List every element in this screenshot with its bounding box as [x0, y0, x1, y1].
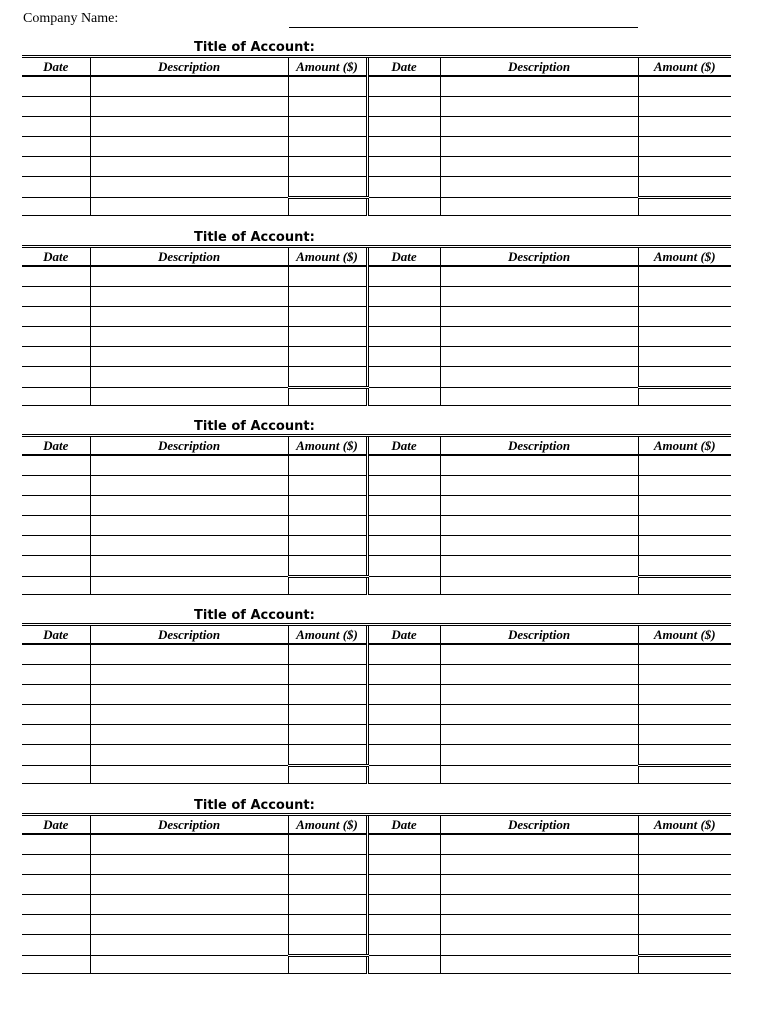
date-header: Date [367, 625, 440, 645]
description-cell[interactable] [440, 177, 638, 198]
table-row [22, 287, 731, 307]
table-row [22, 577, 731, 595]
amount-cell[interactable] [638, 76, 731, 97]
date-cell[interactable] [367, 266, 440, 287]
table-row [22, 76, 731, 97]
date-cell[interactable] [367, 307, 440, 327]
amount-cell[interactable] [638, 198, 731, 216]
amount-cell[interactable] [288, 935, 367, 956]
date-cell[interactable] [22, 388, 90, 406]
table-row [22, 327, 731, 347]
description-cell[interactable] [90, 556, 288, 577]
date-cell[interactable] [22, 915, 90, 935]
table-row [22, 536, 731, 556]
date-cell[interactable] [367, 536, 440, 556]
description-cell[interactable] [440, 367, 638, 388]
table-row [22, 766, 731, 784]
description-header: Description [440, 436, 638, 456]
description-cell[interactable] [90, 76, 288, 97]
table-row [22, 266, 731, 287]
table-row [22, 388, 731, 406]
table-row [22, 895, 731, 915]
amount-cell[interactable] [638, 177, 731, 198]
table-row [22, 455, 731, 476]
amount-cell[interactable] [288, 556, 367, 577]
description-cell[interactable] [90, 516, 288, 536]
description-cell[interactable] [440, 198, 638, 216]
amount-cell[interactable] [288, 76, 367, 97]
date-cell[interactable] [22, 766, 90, 784]
description-cell[interactable] [440, 388, 638, 406]
amount-cell[interactable] [638, 327, 731, 347]
table-row [22, 117, 731, 137]
amount-header: Amount ($) [638, 625, 731, 645]
description-header: Description [90, 436, 288, 456]
date-cell[interactable] [22, 725, 90, 745]
amount-cell[interactable] [288, 875, 367, 895]
date-cell[interactable] [367, 347, 440, 367]
date-cell[interactable] [367, 725, 440, 745]
amount-cell[interactable] [638, 307, 731, 327]
amount-header: Amount ($) [288, 57, 367, 77]
amount-header: Amount ($) [288, 815, 367, 835]
date-cell[interactable] [22, 137, 90, 157]
description-cell[interactable] [440, 476, 638, 496]
description-cell[interactable] [440, 287, 638, 307]
amount-header: Amount ($) [288, 247, 367, 267]
amount-cell[interactable] [638, 745, 731, 766]
date-cell[interactable] [367, 895, 440, 915]
amount-cell[interactable] [288, 455, 367, 476]
description-header: Description [90, 815, 288, 835]
description-cell[interactable] [90, 685, 288, 705]
amount-header: Amount ($) [288, 625, 367, 645]
date-cell[interactable] [22, 577, 90, 595]
description-cell[interactable] [440, 516, 638, 536]
amount-cell[interactable] [638, 117, 731, 137]
amount-cell[interactable] [288, 855, 367, 875]
date-cell[interactable] [22, 644, 90, 665]
description-cell[interactable] [90, 895, 288, 915]
amount-cell[interactable] [638, 915, 731, 935]
amount-cell[interactable] [288, 388, 367, 406]
description-cell[interactable] [90, 956, 288, 974]
description-cell[interactable] [440, 915, 638, 935]
date-cell[interactable] [367, 287, 440, 307]
amount-cell[interactable] [288, 97, 367, 117]
date-cell[interactable] [22, 327, 90, 347]
description-cell[interactable] [440, 76, 638, 97]
ledger-table [22, 55, 731, 216]
amount-cell[interactable] [638, 875, 731, 895]
table-row [22, 834, 731, 855]
description-header: Description [440, 247, 638, 267]
table-row [22, 307, 731, 327]
description-cell[interactable] [90, 875, 288, 895]
date-header: Date [22, 436, 90, 456]
date-cell[interactable] [22, 198, 90, 216]
amount-cell[interactable] [288, 956, 367, 974]
table-row [22, 198, 731, 216]
date-cell[interactable] [22, 476, 90, 496]
description-header: Description [440, 815, 638, 835]
table-row [22, 177, 731, 198]
description-cell[interactable] [90, 725, 288, 745]
amount-header: Amount ($) [288, 436, 367, 456]
date-cell[interactable] [367, 137, 440, 157]
date-header: Date [367, 436, 440, 456]
date-cell[interactable] [367, 76, 440, 97]
date-cell[interactable] [22, 307, 90, 327]
description-cell[interactable] [90, 367, 288, 388]
date-cell[interactable] [367, 834, 440, 855]
amount-cell[interactable] [638, 516, 731, 536]
date-cell[interactable] [367, 97, 440, 117]
description-cell[interactable] [440, 137, 638, 157]
date-cell[interactable] [22, 266, 90, 287]
amount-cell[interactable] [288, 644, 367, 665]
table-row [22, 97, 731, 117]
amount-cell[interactable] [288, 347, 367, 367]
date-cell[interactable] [367, 745, 440, 766]
date-cell[interactable] [367, 685, 440, 705]
amount-cell[interactable] [638, 388, 731, 406]
description-cell[interactable] [440, 705, 638, 725]
table-row [22, 956, 731, 974]
amount-cell[interactable] [288, 577, 367, 595]
amount-cell[interactable] [638, 834, 731, 855]
amount-cell[interactable] [288, 685, 367, 705]
description-cell[interactable] [440, 496, 638, 516]
ledger-title: Title of Account: [194, 608, 315, 623]
company-name-field[interactable] [289, 27, 638, 28]
date-cell[interactable] [22, 97, 90, 117]
description-cell[interactable] [440, 834, 638, 855]
description-cell[interactable] [440, 895, 638, 915]
amount-cell[interactable] [638, 476, 731, 496]
description-cell[interactable] [90, 327, 288, 347]
date-header: Date [22, 57, 90, 77]
table-row [22, 556, 731, 577]
table-row [22, 935, 731, 956]
description-cell[interactable] [90, 97, 288, 117]
amount-cell[interactable] [638, 137, 731, 157]
description-cell[interactable] [90, 476, 288, 496]
description-cell[interactable] [90, 496, 288, 516]
date-cell[interactable] [367, 327, 440, 347]
date-cell[interactable] [367, 915, 440, 935]
description-cell[interactable] [90, 137, 288, 157]
amount-cell[interactable] [288, 367, 367, 388]
description-cell[interactable] [90, 266, 288, 287]
date-cell[interactable] [22, 117, 90, 137]
date-cell[interactable] [367, 644, 440, 665]
amount-cell[interactable] [288, 915, 367, 935]
description-cell[interactable] [440, 307, 638, 327]
description-cell[interactable] [440, 766, 638, 784]
description-cell[interactable] [90, 834, 288, 855]
ledger-table [22, 434, 731, 595]
description-header: Description [440, 57, 638, 77]
amount-cell[interactable] [638, 855, 731, 875]
amount-cell[interactable] [288, 177, 367, 198]
amount-cell[interactable] [288, 198, 367, 216]
amount-cell[interactable] [288, 745, 367, 766]
description-cell[interactable] [440, 556, 638, 577]
ledger-title: Title of Account: [194, 40, 315, 55]
date-cell[interactable] [367, 766, 440, 784]
table-row [22, 705, 731, 725]
table-row [22, 745, 731, 766]
amount-cell[interactable] [638, 577, 731, 595]
ledger-title: Title of Account: [194, 798, 315, 813]
date-cell[interactable] [22, 834, 90, 855]
amount-cell[interactable] [638, 766, 731, 784]
table-row [22, 516, 731, 536]
description-cell[interactable] [90, 935, 288, 956]
description-header: Description [90, 57, 288, 77]
description-cell[interactable] [440, 577, 638, 595]
date-cell[interactable] [367, 516, 440, 536]
description-cell[interactable] [90, 577, 288, 595]
description-cell[interactable] [90, 855, 288, 875]
description-header: Description [440, 625, 638, 645]
table-row [22, 725, 731, 745]
date-cell[interactable] [22, 875, 90, 895]
date-cell[interactable] [22, 935, 90, 956]
date-cell[interactable] [367, 935, 440, 956]
description-cell[interactable] [440, 725, 638, 745]
date-cell[interactable] [367, 177, 440, 198]
amount-cell[interactable] [638, 266, 731, 287]
amount-cell[interactable] [288, 834, 367, 855]
amount-cell[interactable] [638, 287, 731, 307]
description-cell[interactable] [440, 97, 638, 117]
date-cell[interactable] [22, 287, 90, 307]
amount-cell[interactable] [638, 725, 731, 745]
date-cell[interactable] [367, 577, 440, 595]
amount-cell[interactable] [638, 556, 731, 577]
ledger-table [22, 245, 731, 406]
description-cell[interactable] [440, 745, 638, 766]
date-cell[interactable] [22, 895, 90, 915]
amount-cell[interactable] [638, 956, 731, 974]
description-cell[interactable] [440, 875, 638, 895]
date-cell[interactable] [22, 76, 90, 97]
date-cell[interactable] [22, 705, 90, 725]
date-cell[interactable] [22, 536, 90, 556]
description-cell[interactable] [440, 347, 638, 367]
table-row [22, 644, 731, 665]
amount-cell[interactable] [288, 895, 367, 915]
description-cell[interactable] [440, 266, 638, 287]
table-row [22, 875, 731, 895]
amount-cell[interactable] [288, 536, 367, 556]
description-cell[interactable] [90, 157, 288, 177]
table-row [22, 137, 731, 157]
date-cell[interactable] [22, 496, 90, 516]
date-cell[interactable] [367, 855, 440, 875]
date-cell[interactable] [367, 198, 440, 216]
description-header: Description [90, 625, 288, 645]
table-row [22, 855, 731, 875]
amount-cell[interactable] [288, 665, 367, 685]
date-header: Date [367, 815, 440, 835]
ledger-table [22, 623, 731, 784]
amount-cell[interactable] [288, 117, 367, 137]
description-cell[interactable] [440, 665, 638, 685]
description-cell[interactable] [90, 455, 288, 476]
amount-cell[interactable] [638, 496, 731, 516]
amount-header: Amount ($) [638, 57, 731, 77]
amount-cell[interactable] [638, 895, 731, 915]
date-cell[interactable] [367, 367, 440, 388]
date-cell[interactable] [367, 496, 440, 516]
date-cell[interactable] [367, 455, 440, 476]
amount-cell[interactable] [288, 705, 367, 725]
date-cell[interactable] [367, 665, 440, 685]
amount-cell[interactable] [638, 665, 731, 685]
amount-cell[interactable] [288, 307, 367, 327]
amount-cell[interactable] [638, 347, 731, 367]
date-cell[interactable] [22, 455, 90, 476]
table-row [22, 476, 731, 496]
date-cell[interactable] [22, 347, 90, 367]
date-cell[interactable] [367, 117, 440, 137]
date-cell[interactable] [22, 556, 90, 577]
description-cell[interactable] [440, 935, 638, 956]
description-cell[interactable] [90, 745, 288, 766]
date-header: Date [367, 57, 440, 77]
ledger-title: Title of Account: [194, 230, 315, 245]
description-cell[interactable] [440, 536, 638, 556]
amount-header: Amount ($) [638, 815, 731, 835]
date-cell[interactable] [22, 685, 90, 705]
date-cell[interactable] [367, 956, 440, 974]
amount-cell[interactable] [638, 644, 731, 665]
description-header: Description [90, 247, 288, 267]
date-header: Date [367, 247, 440, 267]
ledger-title: Title of Account: [194, 419, 315, 434]
amount-cell[interactable] [288, 476, 367, 496]
date-cell[interactable] [367, 875, 440, 895]
amount-header: Amount ($) [638, 436, 731, 456]
description-cell[interactable] [90, 644, 288, 665]
description-cell[interactable] [90, 705, 288, 725]
amount-cell[interactable] [288, 266, 367, 287]
table-row [22, 157, 731, 177]
date-cell[interactable] [22, 367, 90, 388]
date-header: Date [22, 625, 90, 645]
description-cell[interactable] [440, 855, 638, 875]
amount-cell[interactable] [638, 935, 731, 956]
date-cell[interactable] [22, 956, 90, 974]
description-cell[interactable] [90, 766, 288, 784]
amount-cell[interactable] [288, 287, 367, 307]
description-cell[interactable] [90, 307, 288, 327]
date-cell[interactable] [22, 157, 90, 177]
amount-cell[interactable] [638, 685, 731, 705]
description-cell[interactable] [440, 956, 638, 974]
table-row [22, 347, 731, 367]
date-cell[interactable] [22, 177, 90, 198]
amount-cell[interactable] [288, 725, 367, 745]
description-cell[interactable] [90, 536, 288, 556]
date-cell[interactable] [367, 476, 440, 496]
date-cell[interactable] [22, 665, 90, 685]
amount-cell[interactable] [638, 455, 731, 476]
date-cell[interactable] [367, 556, 440, 577]
date-header: Date [22, 247, 90, 267]
description-cell[interactable] [90, 347, 288, 367]
date-cell[interactable] [367, 157, 440, 177]
date-cell[interactable] [367, 705, 440, 725]
description-cell[interactable] [90, 665, 288, 685]
amount-cell[interactable] [288, 157, 367, 177]
description-cell[interactable] [90, 177, 288, 198]
table-row [22, 665, 731, 685]
description-cell[interactable] [440, 327, 638, 347]
amount-cell[interactable] [288, 496, 367, 516]
description-cell[interactable] [440, 117, 638, 137]
amount-cell[interactable] [638, 97, 731, 117]
amount-cell[interactable] [288, 327, 367, 347]
company-name-label: Company Name: [23, 11, 119, 26]
description-cell[interactable] [90, 388, 288, 406]
table-row [22, 685, 731, 705]
description-cell[interactable] [90, 198, 288, 216]
amount-cell[interactable] [638, 367, 731, 388]
description-cell[interactable] [440, 644, 638, 665]
table-row [22, 496, 731, 516]
date-cell[interactable] [22, 516, 90, 536]
amount-cell[interactable] [638, 705, 731, 725]
description-cell[interactable] [440, 685, 638, 705]
amount-cell[interactable] [288, 766, 367, 784]
description-cell[interactable] [440, 157, 638, 177]
amount-cell[interactable] [638, 157, 731, 177]
date-header: Date [22, 815, 90, 835]
table-row [22, 367, 731, 388]
amount-header: Amount ($) [638, 247, 731, 267]
amount-cell[interactable] [288, 516, 367, 536]
description-cell[interactable] [90, 287, 288, 307]
table-row [22, 915, 731, 935]
description-cell[interactable] [90, 117, 288, 137]
amount-cell[interactable] [638, 536, 731, 556]
amount-cell[interactable] [288, 137, 367, 157]
date-cell[interactable] [22, 745, 90, 766]
description-cell[interactable] [440, 455, 638, 476]
ledger-table [22, 813, 731, 974]
date-cell[interactable] [22, 855, 90, 875]
description-cell[interactable] [90, 915, 288, 935]
date-cell[interactable] [367, 388, 440, 406]
